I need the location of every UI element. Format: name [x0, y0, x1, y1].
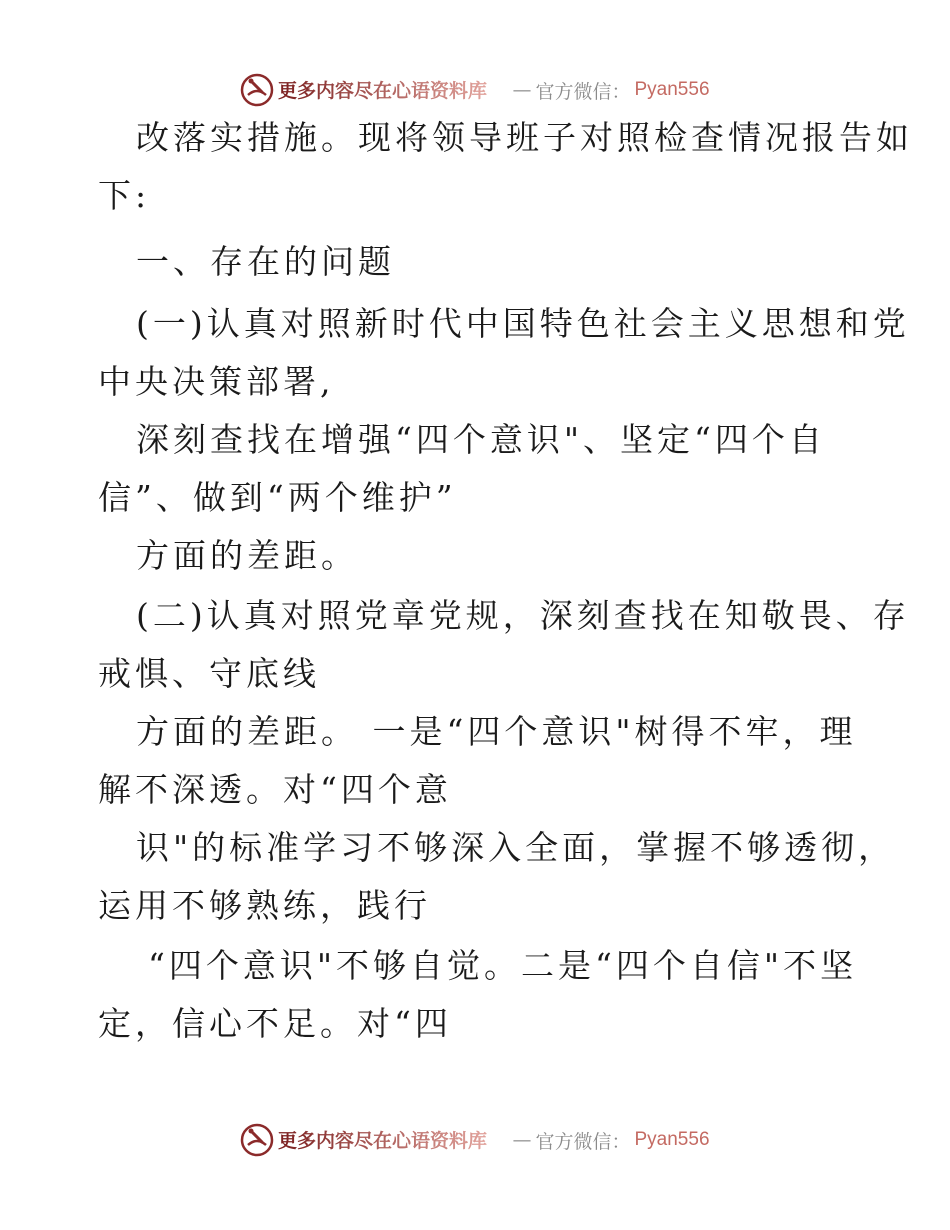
body-line: 戒惧、守底线	[98, 654, 320, 693]
header-watermark	[0, 70, 950, 110]
book-pen-logo-icon	[240, 1123, 274, 1157]
book-pen-logo-icon	[240, 73, 274, 107]
svg-text:更多内容尽在心语资料库: 更多内容尽在心语资料库	[278, 1130, 488, 1152]
watermark-dash: —	[512, 79, 532, 101]
svg-text:更多内容尽在心语资料库: 更多内容尽在心语资料库	[278, 80, 488, 102]
body-line: 下:	[98, 176, 151, 215]
body-line: 深刻查找在增强“四个意识"、坚定“四个自	[136, 420, 826, 459]
body-line: “四个意识"不够自觉。二是“四个自信"不坚	[148, 946, 858, 985]
body-line: 识"的标准学习不够深入全面，掌握不够透彻，	[136, 828, 896, 867]
watermark-site-text	[278, 75, 508, 105]
body-line: (二)认真对照党章党规，深刻查找在知敬畏、存	[136, 596, 910, 635]
body-line: 运用不够熟练，践行	[98, 886, 431, 925]
footer-watermark	[0, 1120, 950, 1160]
watermark-wechat-id: Pyan556	[634, 1129, 710, 1150]
body-line: 解不深透。对“四个意	[98, 770, 452, 809]
watermark-dash: —	[512, 1129, 532, 1151]
body-line: 方面的差距。	[136, 536, 358, 575]
body-line: 中央决策部署,	[98, 362, 335, 401]
watermark-label: 官方微信：	[535, 1130, 631, 1153]
body-line: 方面的差距。 一是“四个意识"树得不牢，理	[136, 712, 857, 751]
body-line: (一)认真对照新时代中国特色社会主义思想和党	[136, 304, 910, 343]
body-line: 信”、做到“两个维护”	[98, 478, 457, 517]
section-heading: 一、存在的问题	[136, 242, 395, 281]
watermark-site-text	[278, 1125, 508, 1155]
body-line: 改落实措施。现将领导班子对照检查情况报告如	[136, 118, 913, 157]
watermark-wechat-id: Pyan556	[634, 79, 710, 100]
watermark-label: 官方微信：	[535, 80, 631, 103]
body-line: 定，信心不足。对“四	[98, 1004, 452, 1043]
